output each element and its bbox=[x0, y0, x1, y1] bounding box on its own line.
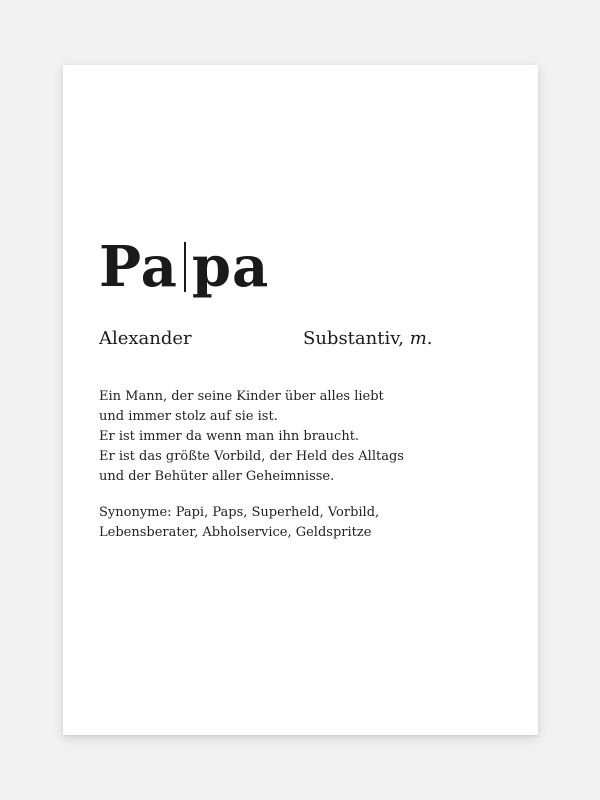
definition-line: Ein Mann, der seine Kinder über alles liebt bbox=[99, 389, 384, 404]
definition-line: Er ist immer da wenn man ihn braucht. bbox=[99, 429, 360, 444]
headword bbox=[99, 234, 270, 300]
poster bbox=[63, 65, 538, 735]
person-name: Alexander bbox=[99, 328, 192, 349]
grammatical-gender: m. bbox=[409, 328, 433, 349]
definition-line: und immer stolz auf sie ist. bbox=[99, 409, 278, 424]
headword-part-1: Pa bbox=[99, 234, 178, 300]
part-of-speech bbox=[303, 327, 433, 351]
definition-line: Er ist das größte Vorbild, der Held des Alltags bbox=[99, 449, 404, 464]
syllable-separator bbox=[184, 242, 186, 292]
definition-line: und der Behüter aller Geheimnisse. bbox=[99, 469, 335, 484]
word-class: Substantiv, bbox=[303, 328, 404, 349]
headword-part-2: pa bbox=[191, 234, 270, 300]
synonyms bbox=[99, 503, 519, 543]
synonyms-line: Lebensberater, Abholservice, Geldspritze bbox=[99, 525, 372, 540]
synonyms-line: Synonyme: Papi, Paps, Superheld, Vorbild, bbox=[99, 505, 380, 520]
definition bbox=[99, 387, 519, 487]
